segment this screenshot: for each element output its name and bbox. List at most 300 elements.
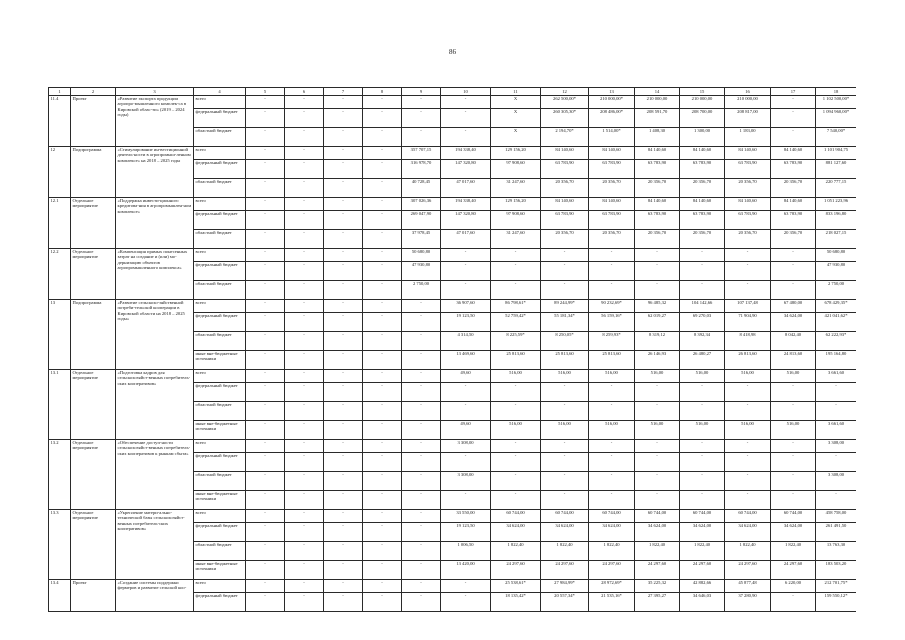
value-cell: 1 183,00 — [725, 128, 771, 147]
value-cell: - — [285, 281, 324, 300]
value-cell: - — [246, 281, 285, 300]
funding-source: областной бюджет — [194, 230, 246, 249]
value-cell: - — [363, 370, 402, 383]
value-cell: 421 041,62* — [816, 313, 857, 332]
value-cell: - — [324, 523, 363, 542]
value-cell: - — [680, 262, 725, 281]
value-cell: 56 159,16* — [589, 313, 635, 332]
value-cell: 86 798,61* — [491, 300, 541, 313]
value-cell: - — [324, 147, 363, 160]
value-cell: - — [402, 370, 441, 383]
value-cell: - — [246, 179, 285, 198]
value-cell: - — [635, 440, 680, 453]
value-cell: 4 314,50 — [441, 332, 491, 351]
value-cell: - — [246, 198, 285, 211]
value-cell: 90 232,69* — [589, 300, 635, 313]
value-cell: - — [363, 580, 402, 593]
value-cell: 97 908,60 — [491, 211, 541, 230]
value-cell: 60 744,00 — [635, 510, 680, 523]
value-cell: 27 395,27 — [635, 593, 680, 612]
value-cell: 24 813,60 — [771, 351, 816, 370]
value-cell: - — [402, 510, 441, 523]
value-cell: 1 514,00* — [589, 128, 635, 147]
funding-source: всего — [194, 510, 246, 523]
value-cell: 24 297,60 — [541, 561, 589, 580]
value-cell: - — [491, 262, 541, 281]
value-cell: 516,00 — [771, 370, 816, 383]
value-cell: 49,60 — [441, 421, 491, 440]
value-cell: 26 813,60 — [725, 351, 771, 370]
value-cell: - — [589, 383, 635, 402]
value-cell: 34 624,00 — [771, 523, 816, 542]
value-cell: 25 813,60 — [589, 351, 635, 370]
column-header: 10 — [441, 88, 491, 96]
item-title: «Компенсация прямых понесенных затрат на создание и (или) мо-дернизацию объектов агропромышленного комплекса» — [116, 249, 194, 300]
value-cell: 27 984,99* — [541, 580, 589, 593]
row-number: 13.1 — [49, 370, 71, 440]
funding-source: иные вне-бюджетные источники — [194, 421, 246, 440]
value-cell: 84 140,60 — [541, 198, 589, 211]
value-cell: 67 480,00 — [771, 300, 816, 313]
column-header: 17 — [771, 88, 816, 96]
column-header: 4 — [194, 88, 246, 96]
value-cell: 516,00 — [725, 421, 771, 440]
value-cell: - — [246, 523, 285, 542]
value-cell: 97 908,60 — [491, 160, 541, 179]
value-cell: 20 356,70 — [680, 230, 725, 249]
value-cell: 210 000,00* — [589, 96, 635, 109]
value-cell: 63 783,90 — [725, 160, 771, 179]
funding-source: всего — [194, 300, 246, 313]
value-cell: 63 783,90 — [725, 211, 771, 230]
value-cell: - — [635, 249, 680, 262]
column-header: 5 — [246, 88, 285, 96]
value-cell: 20 356,70 — [635, 179, 680, 198]
value-cell: - — [441, 128, 491, 147]
value-cell: - — [635, 453, 680, 472]
value-cell: - — [363, 109, 402, 128]
value-cell: - — [285, 332, 324, 351]
value-cell: - — [324, 440, 363, 453]
value-cell: - — [441, 96, 491, 109]
value-cell: - — [402, 300, 441, 313]
value-cell: 7 540,00* — [816, 128, 857, 147]
value-cell: 516,00 — [725, 370, 771, 383]
value-cell: - — [541, 249, 589, 262]
value-cell: - — [402, 383, 441, 402]
value-cell: - — [246, 402, 285, 421]
budget-table-container — [48, 87, 856, 632]
value-cell: - — [324, 179, 363, 198]
value-cell: - — [246, 211, 285, 230]
value-cell: 24 297,60 — [635, 561, 680, 580]
value-cell: - — [246, 491, 285, 510]
value-cell: - — [441, 109, 491, 128]
funding-source: областной бюджет — [194, 128, 246, 147]
value-cell: - — [541, 383, 589, 402]
funding-source: всего — [194, 440, 246, 453]
value-cell: 20 356,70 — [771, 230, 816, 249]
table-row — [49, 510, 857, 523]
value-cell: 3 308,00 — [441, 440, 491, 453]
value-cell: 8 042,40 — [771, 332, 816, 351]
value-cell: 516,00 — [680, 421, 725, 440]
value-cell: - — [680, 491, 725, 510]
value-cell: 316 978,70 — [402, 160, 441, 179]
value-cell: 42 882,66 — [680, 580, 725, 593]
value-cell: 1 300,00 — [680, 128, 725, 147]
funding-source: федеральный бюджет — [194, 383, 246, 402]
value-cell: - — [246, 510, 285, 523]
funding-source: федеральный бюджет — [194, 109, 246, 128]
value-cell: 63 783,90 — [771, 211, 816, 230]
value-cell: - — [491, 249, 541, 262]
value-cell: - — [402, 421, 441, 440]
value-cell: - — [285, 472, 324, 491]
value-cell: 220 777,15 — [816, 179, 857, 198]
value-cell: 194 338,40 — [441, 147, 491, 160]
value-cell: 1 051 223,96 — [816, 198, 857, 211]
value-cell: - — [402, 472, 441, 491]
value-cell: - — [285, 249, 324, 262]
value-cell: 516,00 — [680, 370, 725, 383]
value-cell: 96 485,32 — [635, 300, 680, 313]
column-header: 14 — [635, 88, 680, 96]
item-title: «Обеспечение доступ-ности сельскохозяйст-венных потребитель-ских кооперативов к рынкам сбыта» — [116, 440, 194, 510]
value-cell: - — [402, 440, 441, 453]
value-cell: - — [771, 109, 816, 128]
value-cell: - — [725, 281, 771, 300]
funding-source: федеральный бюджет — [194, 593, 246, 612]
value-cell: 21 535,16* — [589, 593, 635, 612]
value-cell: 62 019,27 — [635, 313, 680, 332]
value-cell: - — [441, 491, 491, 510]
value-cell: - — [363, 383, 402, 402]
value-cell: - — [771, 96, 816, 109]
value-cell: - — [246, 96, 285, 109]
value-cell: - — [771, 491, 816, 510]
value-cell: 516,00 — [635, 370, 680, 383]
funding-source: иные вне-бюджетные источники — [194, 351, 246, 370]
value-cell: - — [324, 262, 363, 281]
value-cell: 20 557,34* — [541, 593, 589, 612]
value-cell: - — [324, 402, 363, 421]
value-cell: 20 356,70 — [541, 230, 589, 249]
value-cell: 84 140,60 — [725, 198, 771, 211]
value-cell: 20 356,70 — [541, 179, 589, 198]
value-cell: 24 297,60 — [725, 561, 771, 580]
value-cell: - — [402, 453, 441, 472]
column-header: 6 — [285, 88, 324, 96]
value-cell: - — [771, 402, 816, 421]
value-cell: 84 140,60 — [589, 147, 635, 160]
funding-source: федеральный бюджет — [194, 160, 246, 179]
item-type: Отдельное мероприятие — [71, 370, 116, 440]
value-cell: 24 297,60 — [491, 561, 541, 580]
row-number: 12 — [49, 147, 71, 198]
row-number: 13 — [49, 300, 71, 370]
value-cell: 25 813,60 — [491, 351, 541, 370]
column-header: 3 — [116, 88, 194, 96]
value-cell: - — [285, 542, 324, 561]
value-cell: - — [402, 109, 441, 128]
value-cell: - — [324, 128, 363, 147]
value-cell: - — [246, 230, 285, 249]
funding-source: всего — [194, 370, 246, 383]
value-cell: - — [363, 128, 402, 147]
value-cell: - — [324, 421, 363, 440]
value-cell: - — [491, 383, 541, 402]
value-cell: 63 783,90 — [541, 211, 589, 230]
value-cell: - — [541, 402, 589, 421]
value-cell: - — [589, 262, 635, 281]
value-cell: - — [363, 281, 402, 300]
value-cell: 2 750,00 — [402, 281, 441, 300]
value-cell: 8 259,93* — [589, 332, 635, 351]
value-cell: 1 006,50 — [441, 542, 491, 561]
value-cell: 34 624,00 — [725, 523, 771, 542]
item-title: «Поддержка инвести-ционного кредитова-ния в агропромышлен-ном комплексе» — [116, 198, 194, 249]
value-cell: 84 140,60 — [541, 147, 589, 160]
value-cell: - — [441, 593, 491, 612]
value-cell: - — [324, 230, 363, 249]
value-cell: - — [441, 262, 491, 281]
value-cell: - — [541, 453, 589, 472]
value-cell: 84 140,60 — [725, 147, 771, 160]
value-cell: 458 758,00 — [816, 510, 857, 523]
value-cell: 516,00 — [589, 421, 635, 440]
value-cell: 60 744,00 — [680, 510, 725, 523]
funding-source: областной бюджет — [194, 179, 246, 198]
value-cell: 25 538,61* — [491, 580, 541, 593]
value-cell: - — [246, 421, 285, 440]
value-cell: - — [246, 580, 285, 593]
value-cell: - — [363, 542, 402, 561]
value-cell: 881 127,60 — [816, 160, 857, 179]
value-cell: 20 356,70 — [589, 230, 635, 249]
funding-source: федеральный бюджет — [194, 523, 246, 542]
value-cell: - — [589, 440, 635, 453]
value-cell: 84 140,60 — [771, 147, 816, 160]
value-cell: 212 701,75* — [816, 580, 857, 593]
value-cell: 49,60 — [441, 370, 491, 383]
value-cell: - — [441, 383, 491, 402]
value-cell: 45 877,48 — [725, 580, 771, 593]
value-cell: - — [246, 383, 285, 402]
value-cell: 40 728,45 — [402, 179, 441, 198]
value-cell: - — [363, 453, 402, 472]
funding-source: федеральный бюджет — [194, 211, 246, 230]
value-cell: - — [816, 402, 857, 421]
value-cell: 1 822,40 — [771, 542, 816, 561]
value-cell: 1 822,40 — [589, 542, 635, 561]
item-type: Проект — [71, 96, 116, 147]
value-cell: 34 624,00 — [771, 313, 816, 332]
value-cell: 147 320,80 — [441, 211, 491, 230]
value-cell: 34 624,00 — [680, 523, 725, 542]
value-cell: 63 783,90 — [589, 211, 635, 230]
column-header: 1 — [49, 88, 71, 96]
funding-source: всего — [194, 580, 246, 593]
value-cell: - — [491, 472, 541, 491]
row-number: 11.4 — [49, 96, 71, 147]
funding-source: иные вне-бюджетные источники — [194, 491, 246, 510]
value-cell: - — [246, 249, 285, 262]
value-cell: - — [324, 472, 363, 491]
value-cell: 183 503,20 — [816, 561, 857, 580]
funding-source: областной бюджет — [194, 472, 246, 491]
funding-source: областной бюджет — [194, 281, 246, 300]
column-header: 18 — [816, 88, 857, 96]
value-cell: 307 026,36 — [402, 198, 441, 211]
value-cell: 8 392,34 — [680, 332, 725, 351]
value-cell: 19 123,50 — [441, 523, 491, 542]
value-cell: - — [491, 491, 541, 510]
value-cell: - — [441, 453, 491, 472]
value-cell: - — [680, 402, 725, 421]
value-cell: - — [771, 249, 816, 262]
funding-source: иные вне-бюджетные источники — [194, 561, 246, 580]
value-cell: 25 813,60 — [541, 351, 589, 370]
value-cell: - — [589, 281, 635, 300]
value-cell: 35 225,32 — [635, 580, 680, 593]
value-cell: 147 320,80 — [441, 160, 491, 179]
value-cell: 33 550,00 — [441, 510, 491, 523]
value-cell: - — [285, 523, 324, 542]
value-cell: - — [285, 440, 324, 453]
value-cell: 195 164,80 — [816, 351, 857, 370]
value-cell: - — [402, 542, 441, 561]
value-cell: - — [680, 472, 725, 491]
value-cell: 208 817,00 — [725, 109, 771, 128]
table-row — [49, 249, 857, 262]
value-cell: - — [491, 281, 541, 300]
value-cell: - — [324, 249, 363, 262]
value-cell: - — [285, 160, 324, 179]
value-cell: 60 744,00 — [771, 510, 816, 523]
value-cell: 260 305,30* — [541, 109, 589, 128]
value-cell: - — [363, 96, 402, 109]
value-cell: - — [246, 300, 285, 313]
value-cell: - — [246, 332, 285, 351]
value-cell: - — [725, 262, 771, 281]
column-header: 15 — [680, 88, 725, 96]
value-cell: 1 822,40 — [680, 542, 725, 561]
value-cell: - — [363, 472, 402, 491]
value-cell: - — [816, 453, 857, 472]
value-cell: - — [246, 147, 285, 160]
value-cell: 37 978,45 — [402, 230, 441, 249]
value-cell: 63 783,90 — [541, 160, 589, 179]
value-cell: - — [285, 383, 324, 402]
value-cell: - — [771, 593, 816, 612]
column-header: 7 — [324, 88, 363, 96]
value-cell: - — [363, 249, 402, 262]
value-cell: - — [285, 421, 324, 440]
value-cell: 2 194,70* — [541, 128, 589, 147]
value-cell: - — [589, 491, 635, 510]
value-cell: 516,00 — [771, 421, 816, 440]
value-cell: 47 930,80 — [816, 262, 857, 281]
value-cell: 1 822,40 — [725, 542, 771, 561]
value-cell: - — [246, 453, 285, 472]
value-cell: 1 094 960,00* — [816, 109, 857, 128]
value-cell: 24 297,60 — [771, 561, 816, 580]
value-cell: X — [491, 96, 541, 109]
value-cell: 107 137,48 — [725, 300, 771, 313]
row-number: 13.2 — [49, 440, 71, 510]
page-number: 86 — [449, 48, 456, 56]
value-cell: 20 356,70 — [680, 179, 725, 198]
header-row — [49, 88, 857, 96]
value-cell: - — [725, 440, 771, 453]
funding-source: областной бюджет — [194, 542, 246, 561]
row-number: 13.4 — [49, 580, 71, 612]
value-cell: - — [402, 351, 441, 370]
value-cell: 8 418,98 — [725, 332, 771, 351]
table-row — [49, 580, 857, 593]
value-cell: - — [771, 262, 816, 281]
value-cell: 1 102 500,00* — [816, 96, 857, 109]
value-cell: - — [402, 332, 441, 351]
value-cell: 208 486,00* — [589, 109, 635, 128]
funding-source: федеральный бюджет — [194, 313, 246, 332]
value-cell: - — [441, 402, 491, 421]
row-number: 12.2 — [49, 249, 71, 300]
value-cell: - — [363, 561, 402, 580]
value-cell: - — [635, 491, 680, 510]
value-cell: 63 783,90 — [635, 160, 680, 179]
value-cell: - — [589, 249, 635, 262]
column-header: 2 — [71, 88, 116, 96]
value-cell: - — [324, 211, 363, 230]
value-cell: - — [324, 491, 363, 510]
value-cell: 89 244,99* — [541, 300, 589, 313]
value-cell: - — [771, 472, 816, 491]
value-cell: - — [324, 593, 363, 612]
table-row — [49, 440, 857, 453]
value-cell: 18 135,42* — [491, 593, 541, 612]
value-cell: - — [324, 561, 363, 580]
value-cell: - — [402, 96, 441, 109]
value-cell: 20 356,70 — [725, 230, 771, 249]
value-cell: 60 744,00 — [725, 510, 771, 523]
value-cell: 8 250,05* — [541, 332, 589, 351]
value-cell: - — [402, 313, 441, 332]
value-cell: 516,00 — [589, 370, 635, 383]
value-cell: 19 123,50 — [441, 313, 491, 332]
value-cell: - — [285, 402, 324, 421]
value-cell: - — [363, 332, 402, 351]
value-cell: 1 822,40 — [541, 542, 589, 561]
value-cell: - — [680, 249, 725, 262]
value-cell: - — [246, 472, 285, 491]
funding-source: областной бюджет — [194, 402, 246, 421]
value-cell: 60 744,00 — [589, 510, 635, 523]
value-cell: - — [635, 262, 680, 281]
value-cell: 71 904,90 — [725, 313, 771, 332]
value-cell: - — [363, 421, 402, 440]
value-cell: - — [635, 281, 680, 300]
value-cell: - — [285, 179, 324, 198]
funding-source: федеральный бюджет — [194, 453, 246, 472]
value-cell: 31 247,60 — [491, 230, 541, 249]
column-header: 9 — [402, 88, 441, 96]
value-cell: - — [363, 211, 402, 230]
value-cell: 63 783,90 — [771, 160, 816, 179]
value-cell: - — [816, 383, 857, 402]
value-cell: - — [541, 472, 589, 491]
